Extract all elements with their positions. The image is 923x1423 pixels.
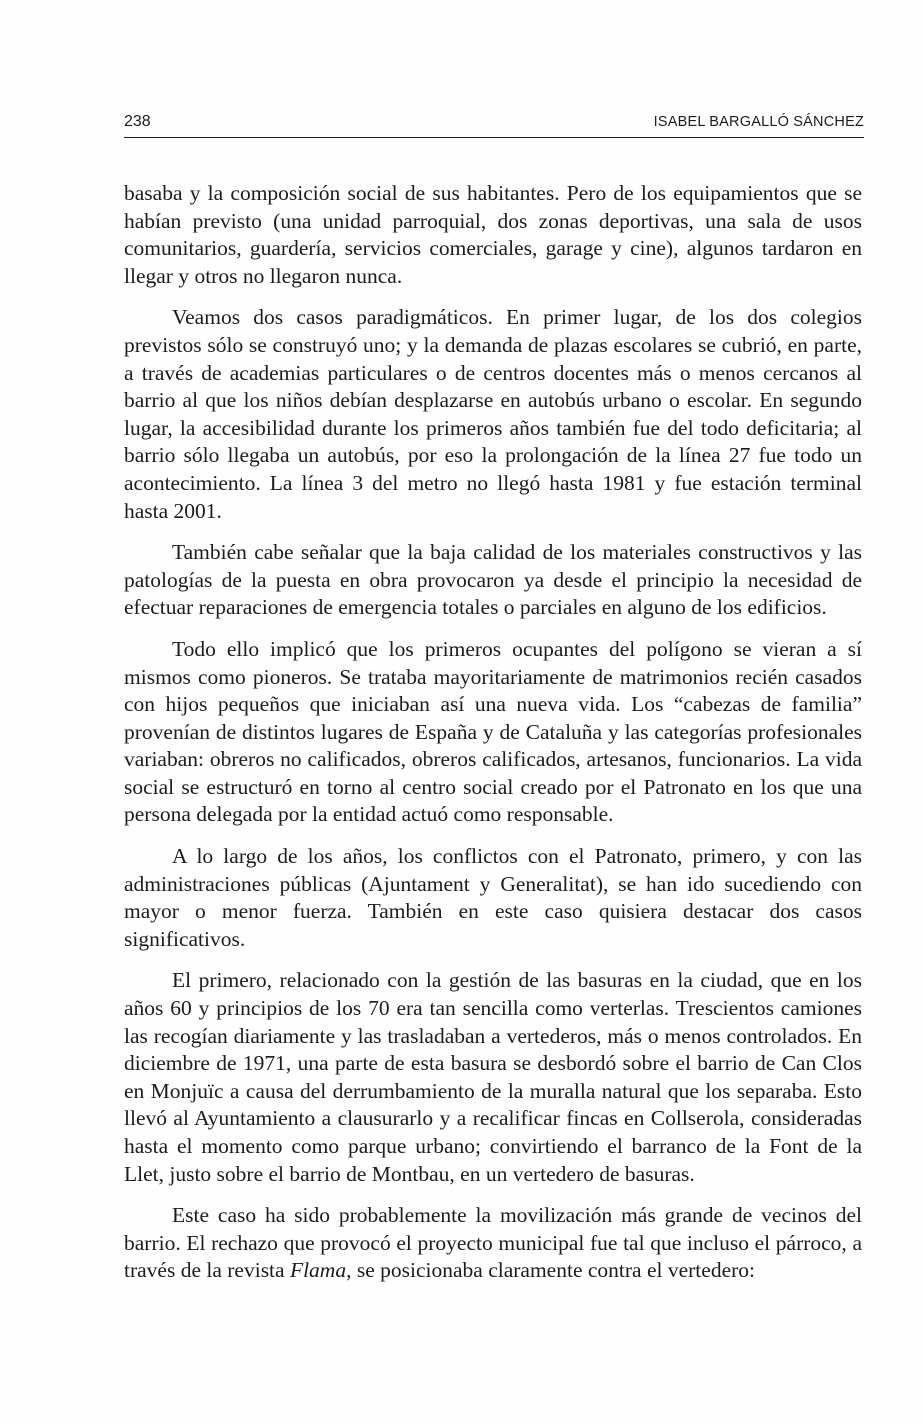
paragraph: El primero, relacionado con la gestión de las basuras en la ciudad, que en los años 60 y principios de los 70 era tan sencilla como verterlas. Trescientos camiones las recogían diariamente y las trasladaban a vertederos, más o menos controlados. En diciembre de 1971, una parte de esta basura se desbordó sobre el barrio de Can Clos en Monjuïc a causa del derrumbamiento de la muralla natural que los separaba. Esto llevó al Ayuntamiento a clausurarlo y a recalificar fincas en Collserola, consideradas hasta el momento como parque urbano; convirtiendo el barranco de la Font de la Llet, justo sobre el barrio de Montbau, en un vertedero de basuras.: [124, 968, 862, 1186]
paragraph: A lo largo de los años, los conflictos con el Patronato, primero, y con las administraciones públicas (Ajuntament y Generalitat), se han ido sucediendo con mayor o menor fuerza. También en este caso quisiera destacar dos casos significativos.: [124, 844, 862, 951]
paragraph: Todo ello implicó que los primeros ocupantes del polígono se vieran a sí mismos como pioneros. Se trataba mayoritariamente de matrimonios recién casados con hijos pequeños que iniciaban así una nueva vida. Los “cabezas de familia” provenían de distintos lugares de España y de Cataluña y las categorías profesionales variaban: obreros no calificados, obreros calificados, artesanos, funcionarios. La vida social se estructuró en torno al centro social creado por el Patronato en los que una persona delegada por la entidad actuó como responsable.: [124, 636, 862, 827]
journal-title: Flama: [289, 1258, 347, 1283]
paragraph: También cabe señalar que la baja calidad de los materiales constructivos y las patologías de la puesta en obra provocaron ya desde el principio la necesidad de efectuar reparaciones de emergencia totales o parciales en alguno de los edificios.: [124, 540, 862, 620]
running-header-author: ISABEL BARGALLÓ SÁNCHEZ: [653, 114, 864, 130]
paragraph: Veamos dos casos paradigmáticos. En primer lugar, de los dos colegios previstos sólo se construyó uno; y la demanda de plazas escolares se cubrió, en parte, a través de academias particulares o de centros docentes más o menos cercanos al barrio al que los niños debían desplazarse en autobús urbano o escolar. En segundo lugar, la accesibilidad durante los primeros años también fue del todo deficitaria; al barrio sólo llegaba un autobús, por eso la prolongación de la línea 27 fue todo un acontecimiento. La línea 3 del metro no llegó hasta 1981 y fue estación terminal hasta 2001.: [124, 305, 862, 523]
page-number: 238: [124, 113, 151, 130]
body-text: [124, 180, 862, 1299]
paragraph-text: , se posicionaba claramente contra el vertedero:: [346, 1258, 755, 1283]
paragraph: [124, 1202, 862, 1285]
paragraph: basaba y la composición social de sus habitantes. Pero de los equipamientos que se habían previsto (una unidad parroquial, dos zonas deportivas, una sala de usos comunitarios, guardería, servicios comerciales, garage y cine), algunos tardaron en llegar y otros no llegaron nunca.: [124, 181, 862, 288]
running-header: [124, 113, 864, 138]
paragraph-text: Este caso ha sido probablemente la movilización más grande de vecinos del barrio. El rechazo que provocó el proyecto municipal fue tal que incluso el párroco, a través de la revista: [124, 1203, 862, 1283]
